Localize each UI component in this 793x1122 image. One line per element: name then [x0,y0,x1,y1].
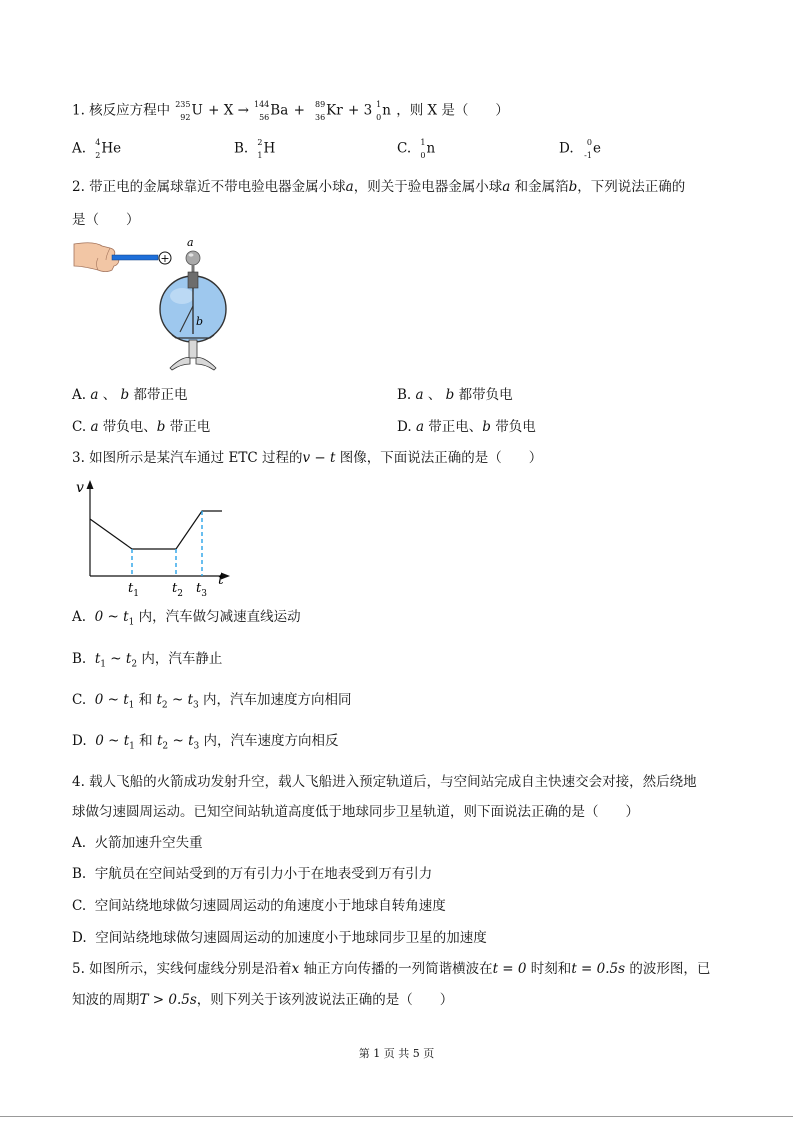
charged-rod [112,255,158,260]
barium-nuclide: 144 56 Ba [254,100,289,122]
q3-option-b[interactable]: B. $t_1$ ~ $t_2$ 内，汽车静止 [72,651,223,670]
q3-option-a[interactable]: A. 0 ~ $t_1$ 内，汽车做匀减速直线运动 [72,609,301,628]
q1-suffix: ，则 X 是（ ） [396,102,509,119]
question-5-line-1: 5. 如图所示，实线何虚线分别是沿着x 轴正方向传播的一列简谐横波在t = 0 时刻和t = 0.5s 的波形图，已 [72,961,711,977]
bottom-divider [0,1116,793,1117]
electroscope-stand [170,340,216,370]
v-axis-label: v [76,480,84,496]
q4-option-a[interactable]: A. 火箭加速升空失重 [72,835,203,851]
t-axis-label: t [218,572,224,588]
label-a: a [187,236,194,249]
q1-option-c[interactable]: C. 1 0 n [397,138,436,160]
question-4-line-1: 4. 载人飞船的火箭成功发射升空，载人飞船进入预定轨道后，与空间站完成自主快速交会对接，然后绕地 [72,774,697,790]
velocity-curve [90,511,222,549]
q2-option-b[interactable]: B. a 、 b 都带负电 [397,387,513,403]
uranium-nuclide: 235 92 U [175,100,203,122]
question-4-line-2: 球做匀速圆周运动。已知空间站轨道高度低于地球同步卫星轨道，则下面说法正确的是（ ） [72,804,639,820]
question-3: 3. 如图所示是某汽车通过 ETC 过程的v − t 图像，下面说法正确的是（ ） [72,450,543,466]
q2-option-d[interactable]: D. a 带正电、b 带负电 [397,419,536,435]
question-2-line-1: 2. 带正电的金属球靠近不带电验电器金属小球a，则关于验电器金属小球a 和金属箔b，下列说法正确的 [72,179,686,195]
v-axis-arrow [87,480,94,489]
q4-option-c[interactable]: C. 空间站绕地球做匀速圆周运动的角速度小于地球自转角速度 [72,898,446,914]
q1-plus: + [293,102,305,119]
q1-option-a[interactable]: A. 4 2 He [72,138,122,160]
q2-option-c[interactable]: C. a 带负电、b 带正电 [72,419,211,435]
krypton-nuclide: 89 36 Kr [314,100,343,122]
q1-plus-3: + 3 [348,102,373,119]
q1-prefix: 1. 核反应方程中 [72,102,171,119]
question-1 [72,100,509,122]
charged-ball-plus: + [160,252,170,265]
q1-option-d[interactable]: D. 0 -1 e [559,138,601,160]
label-b: b [196,315,204,328]
tick-t1: $t_1$ [128,581,139,598]
q1-plus-x: + X → [208,102,249,119]
electroscope-figure [72,234,242,374]
q3-option-c[interactable]: C. 0 ~ $t_1$ 和 $t_2$ ~ $t_3$ 内，汽车加速度方向相同 [72,692,352,711]
v-t-graph [72,476,242,598]
tick-t3: $t_3$ [196,581,207,598]
tick-t2: $t_2$ [172,581,183,598]
q1-option-b[interactable]: B. 2 1 H [234,138,276,160]
neutron-nuclide: 1 0 n [376,100,391,122]
q2-option-a[interactable]: A. a 、 b 都带正电 [72,387,188,403]
page-footer: 第 1 页 共 5 页 [358,1047,435,1060]
q3-option-d[interactable]: D. 0 ~ $t_1$ 和 $t_2$ ~ $t_3$ 内，汽车速度方向相反 [72,733,339,752]
question-5-line-2: 知波的周期T > 0.5s，则下列关于该列波说法正确的是（ ） [72,992,454,1008]
electroscope-ball-a [186,251,200,265]
q4-option-b[interactable]: B. 宇航员在空间站受到的万有引力小于在地表受到万有引力 [72,866,433,882]
question-2-line-2: 是（ ） [72,212,140,228]
q4-option-d[interactable]: D. 空间站绕地球做匀速圆周运动的加速度小于地球同步卫星的加速度 [72,930,487,946]
